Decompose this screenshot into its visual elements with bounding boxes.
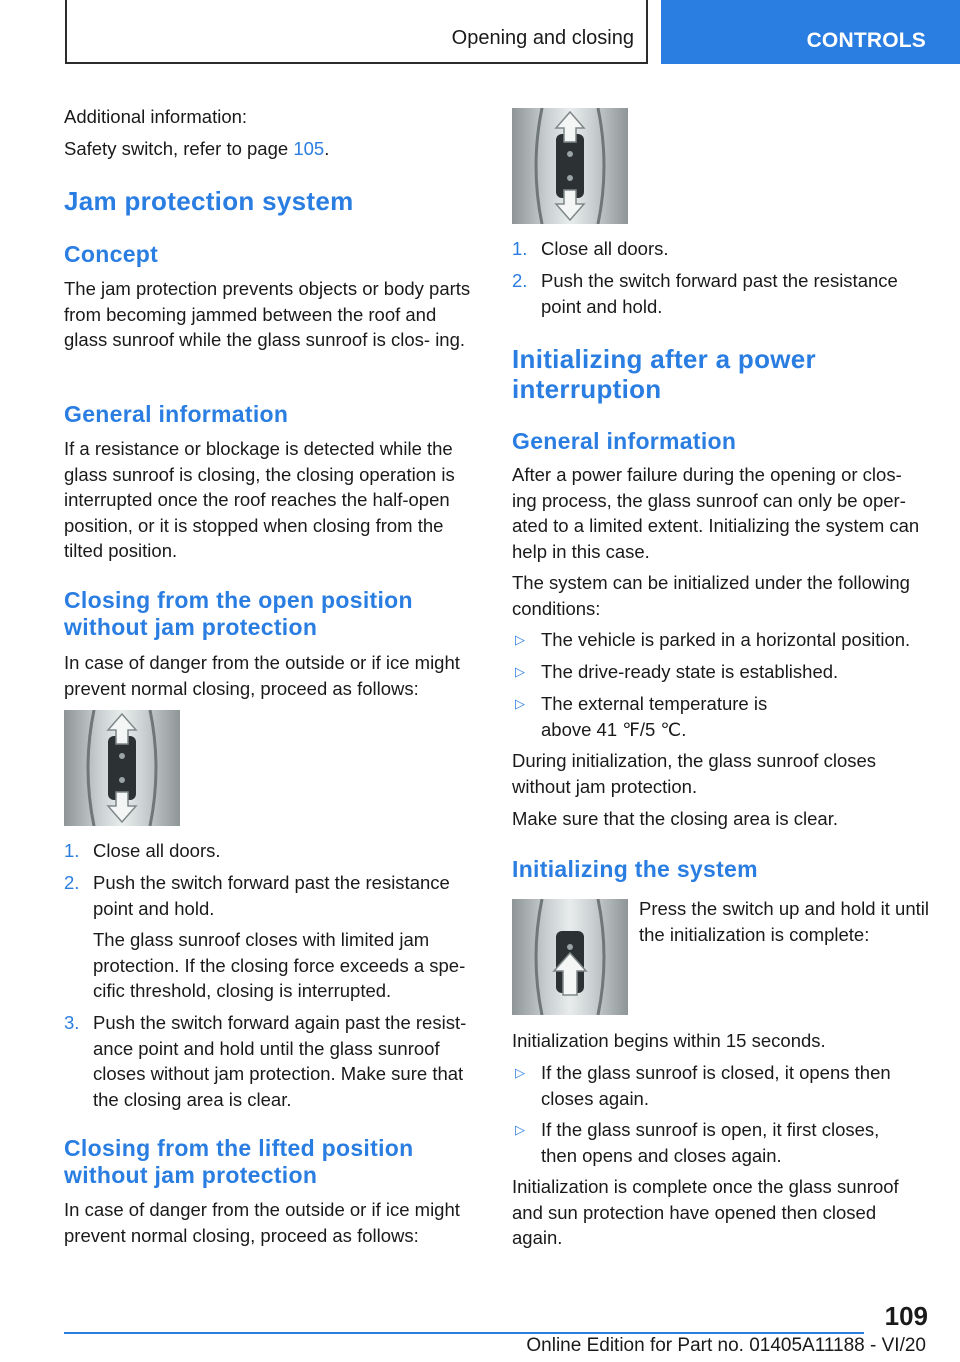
clear-area-text: Make sure that the closing area is clear. xyxy=(512,808,838,829)
footer-divider xyxy=(64,1332,864,1334)
switch-illustration xyxy=(512,108,628,224)
triangle-right-icon: ▷ xyxy=(515,664,525,679)
step-text: Push the switch forward again past the resist‐ ance point and hold until the glass sunroof closes without jam protection. Make sure that the closing area is clear. xyxy=(93,1012,467,1110)
list-item xyxy=(512,627,927,653)
triangle-right-icon: ▷ xyxy=(515,632,525,647)
step-text: Close all doors. xyxy=(541,238,669,259)
heading-general-info: General information xyxy=(64,401,289,427)
additional-info-label: Additional information: xyxy=(64,106,248,127)
list-item xyxy=(64,838,484,864)
triangle-right-icon: ▷ xyxy=(515,696,525,711)
triangle-right-icon: ▷ xyxy=(515,1122,525,1137)
list-item xyxy=(64,1010,484,1112)
switch-illustration xyxy=(64,710,180,826)
concept-text: The jam protection prevents objects or body parts from becoming jammed between the roof and glass sunroof while the glass sunroof is clos‐ ing. xyxy=(64,278,471,350)
safety-ref-period: . xyxy=(324,138,330,159)
step-text: Push the switch forward past the resistance point and hold. xyxy=(541,270,898,317)
closing-lifted-text: In case of danger from the outside or if ice might prevent normal closing, proceed as follows: xyxy=(64,1199,460,1246)
condition-text: The external temperature is above 41 ℉/5 ℃. xyxy=(541,693,768,740)
heading-closing-open: Closing from the open position without jam protection xyxy=(64,587,413,640)
step-number: 3. xyxy=(64,1012,80,1033)
heading-closing-lifted: Closing from the lifted position without jam protection xyxy=(64,1135,414,1188)
step-number: 2. xyxy=(512,270,528,291)
header-section-box xyxy=(65,0,648,64)
press-switch-text: Press the switch up and hold it until the initialization is complete: xyxy=(639,898,929,945)
outcome-text: If the glass sunroof is open, it first closes, then opens and closes again. xyxy=(541,1119,880,1166)
chapter-title: CONTROLS xyxy=(806,29,926,52)
heading-jam-protection: Jam protection system xyxy=(64,186,354,216)
page-link[interactable]: 105 xyxy=(293,138,325,159)
section-title: Opening and closing xyxy=(451,27,634,49)
condition-text: The drive-ready state is established. xyxy=(541,661,839,682)
heading-concept: Concept xyxy=(64,241,159,267)
step-number: 1. xyxy=(512,238,528,259)
list-item xyxy=(512,1117,912,1168)
list-item xyxy=(512,691,812,742)
step-text: Push the switch forward past the resistance point and hold. xyxy=(93,872,450,919)
list-item xyxy=(512,236,927,262)
condition-text: The vehicle is parked in a horizontal position. xyxy=(541,629,911,650)
init-begins-text: Initialization begins within 15 seconds. xyxy=(512,1030,826,1051)
heading-initializing: Initializing after a power interruption xyxy=(512,344,816,404)
switch-up-illustration xyxy=(512,899,628,1015)
page-number: 109 xyxy=(884,1301,928,1331)
general-info-text: If a resistance or blockage is detected while the glass sunroof is closing, the closing operation is interrupted once the roof reaches the half-open position, or it is stopped when closing from the tilted position. xyxy=(64,438,455,561)
list-item xyxy=(512,268,927,319)
during-init-text: During initialization, the glass sunroof closes without jam protection. xyxy=(512,750,877,797)
general-info-text: After a power failure during the opening or clos‐ ing process, the glass sunroof can only be oper‐ ated to a limited extent. Initializing the system can help in this case. xyxy=(512,464,920,562)
init-complete-text: Initialization is complete once the glass sunroof and sun protection have opened then closed again. xyxy=(512,1176,899,1248)
header-chapter-box xyxy=(661,0,960,64)
heading-general-info: General information xyxy=(512,428,737,454)
list-item xyxy=(512,1060,912,1111)
safety-ref-text: Safety switch, refer to page xyxy=(64,138,294,159)
list-item xyxy=(64,870,484,921)
closing-open-text: In case of danger from the outside or if ice might prevent normal closing, proceed as follows: xyxy=(64,652,460,699)
heading-init-system: Initializing the system xyxy=(512,856,758,882)
step-number: 2. xyxy=(64,872,80,893)
safety-switch-ref xyxy=(64,136,329,162)
step-number: 1. xyxy=(64,840,80,861)
list-item xyxy=(64,927,484,1004)
outcome-text: If the glass sunroof is closed, it opens then closes again. xyxy=(541,1062,891,1109)
list-item xyxy=(512,659,927,685)
conditions-intro: The system can be initialized under the following conditions: xyxy=(512,572,910,619)
triangle-right-icon: ▷ xyxy=(515,1065,525,1080)
edition-text: Online Edition for Part no. 01405A11188 - VI/20 xyxy=(526,1335,926,1356)
step-text: Close all doors. xyxy=(93,840,221,861)
step-note: The glass sunroof closes with limited jam protection. If the closing force exceeds a spe‐ cific threshold, closing is interrupted. xyxy=(93,929,466,1001)
